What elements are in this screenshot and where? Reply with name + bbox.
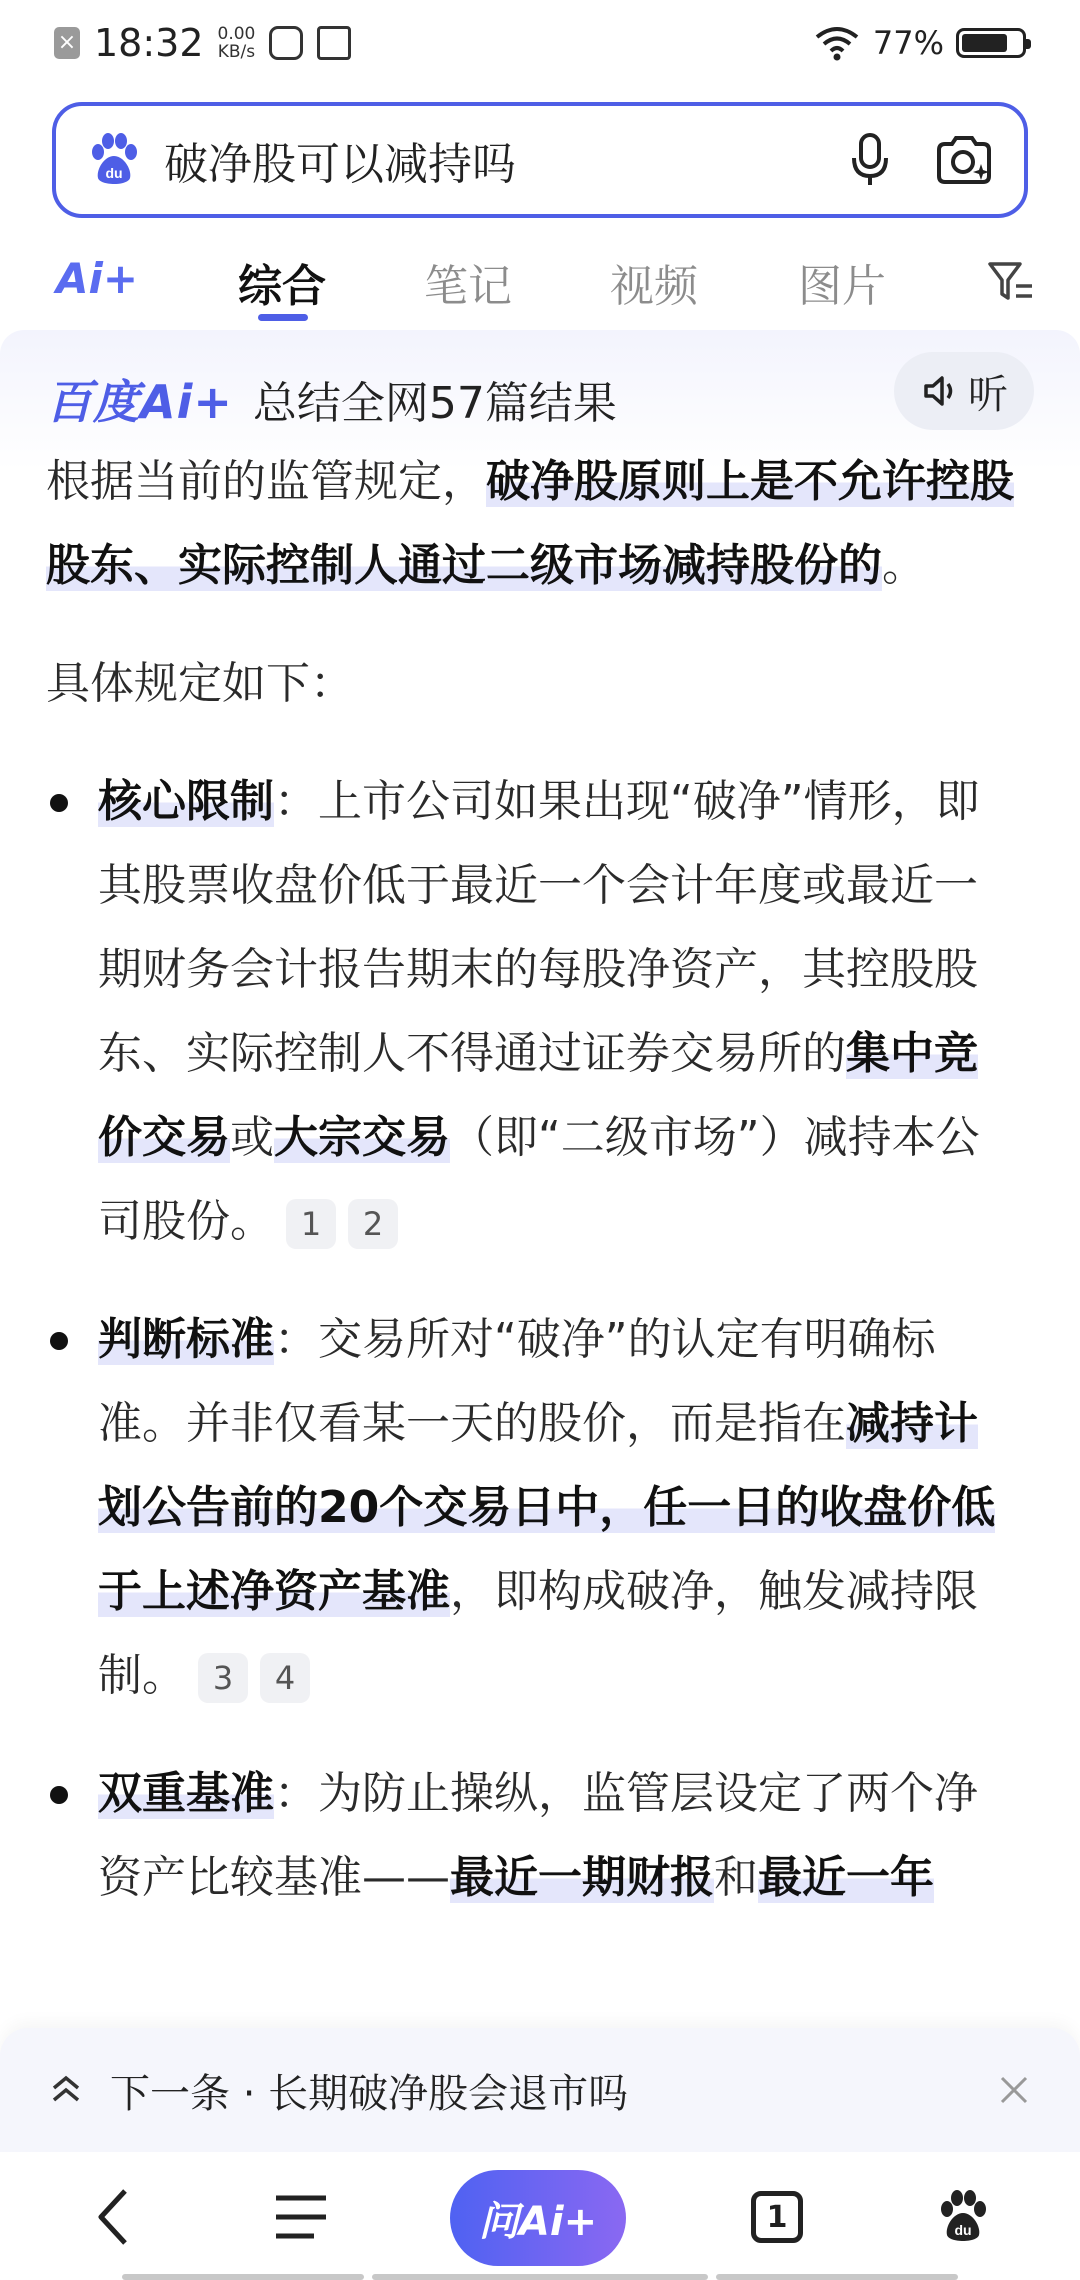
filter-icon[interactable]: [986, 256, 1036, 306]
tabs-button[interactable]: [742, 2182, 812, 2252]
microphone-icon: [850, 132, 890, 188]
bullet-dot: [50, 1332, 68, 1350]
gesture-bar-segment: [372, 2274, 708, 2280]
gesture-bar-segment: [122, 2274, 364, 2280]
tab-count: 1: [766, 2199, 788, 2235]
menu-button[interactable]: [266, 2182, 336, 2252]
tab-count-icon: [751, 2191, 803, 2243]
tab-videos[interactable]: 视频: [610, 261, 698, 312]
tab-images[interactable]: 图片: [798, 261, 886, 312]
bullet-dot: [50, 794, 68, 812]
bottom-nav: [0, 2152, 1080, 2280]
back-arrow-icon: [95, 2187, 135, 2247]
listen-button[interactable]: [894, 352, 1034, 430]
search-bar[interactable]: [52, 102, 1028, 218]
baidu-ai-logo: 百度Ai+: [46, 375, 233, 429]
voice-search-button[interactable]: [840, 130, 900, 190]
listen-label: 听: [968, 371, 1008, 418]
notification-close-icon: ×: [54, 27, 80, 59]
tab-all[interactable]: 综合: [238, 261, 326, 312]
citation-badge[interactable]: 3: [198, 1653, 248, 1703]
key-conclusion: 破净股原则上是不允许控股股东、实际控制人通过二级市场减持股份的: [46, 456, 1014, 591]
baidu-paw-icon: [935, 2189, 991, 2245]
screenshot-notification-icon: [317, 26, 351, 60]
list-item: 核心限制：上市公司如果出现“破净”情形，即其股票收盘价低于最近一个会计年度或最近一期财务会计报告期末的每股净资产，其控股股东、实际控制人不得通过证券交易所的集中竞价交易或大宗交易（即“二级市场”）减持本公司股份。 1 2: [46, 760, 1016, 1264]
svg-text:du: du: [954, 2222, 972, 2238]
status-time: 18:32: [94, 21, 204, 65]
status-bar: [0, 0, 1080, 86]
svg-text:du: du: [105, 165, 123, 181]
rules-heading: 具体规定如下：: [46, 658, 354, 709]
list-item: 判断标准：交易所对“破净”的认定有明确标准。并非仅看某一天的股价，而是指在减持计划公告前的20个交易日中，任一日的收盘价低于上述净资产基准，即构成破净，触发减持限制。 3 4: [46, 1298, 1016, 1718]
baidu-home-button[interactable]: [928, 2182, 998, 2252]
ai-summary-title: 总结全网57篇结果: [252, 378, 617, 429]
network-speed: 0.00 KB/s: [217, 24, 256, 62]
ask-ai-button[interactable]: 问Ai+: [450, 2170, 626, 2266]
menu-icon: [274, 2192, 328, 2242]
next-query-bar[interactable]: [0, 2028, 1080, 2152]
wifi-icon: [813, 25, 861, 61]
battery-percent: 77%: [872, 24, 944, 62]
back-button[interactable]: [80, 2182, 150, 2252]
bullet-title: 判断标准: [98, 1314, 274, 1365]
intro-paragraph: 根据当前的监管规定，破净股原则上是不允许控股股东、实际控制人通过二级市场减持股份的。: [46, 456, 1014, 591]
chevron-up-icon: [46, 2070, 86, 2110]
battery-level: [962, 34, 1007, 52]
tab-ai[interactable]: Ai+: [56, 254, 139, 303]
bullet-dot: [50, 1786, 68, 1804]
citation-badge[interactable]: 1: [286, 1199, 336, 1249]
baidu-paw-icon: [86, 132, 142, 188]
bullet-title: 核心限制: [98, 776, 274, 827]
bullet-title: 双重基准: [98, 1768, 274, 1819]
battery-icon: [956, 28, 1026, 58]
camera-icon: [935, 134, 993, 186]
active-tab-indicator: [258, 314, 308, 321]
citation-badge[interactable]: 4: [260, 1653, 310, 1703]
speaker-icon: [920, 371, 960, 411]
gesture-bar-segment: [716, 2274, 958, 2280]
ai-answer-content: [46, 440, 1016, 1954]
app-notification-icon: [269, 26, 303, 60]
next-query-text[interactable]: 下一条 · 长期破净股会退市吗: [110, 2070, 629, 2117]
search-input[interactable]: 破净股可以减持吗: [164, 139, 516, 190]
result-tabs: [0, 234, 1080, 330]
image-search-button[interactable]: [934, 130, 994, 190]
list-item: 双重基准：为防止操纵，监管层设定了两个净资产比较基准——最近一期财报和最近一年: [46, 1752, 1016, 1920]
close-icon[interactable]: [994, 2070, 1034, 2110]
citation-badge[interactable]: 2: [348, 1199, 398, 1249]
tab-notes[interactable]: 笔记: [424, 261, 512, 312]
